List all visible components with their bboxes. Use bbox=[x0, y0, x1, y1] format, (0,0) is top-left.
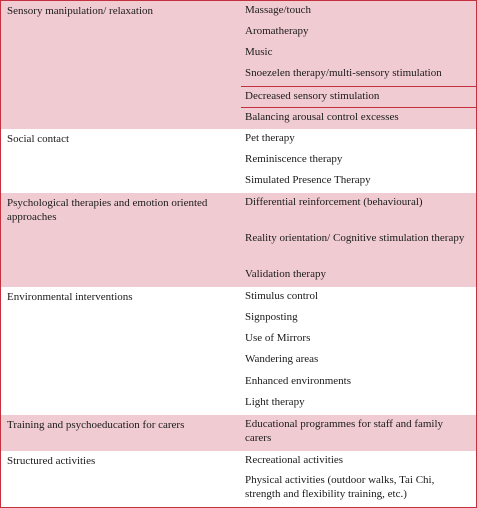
list-item: Educational programmes for staff and family carers bbox=[245, 418, 444, 444]
list-item: Signposting bbox=[245, 311, 298, 323]
list-item: Reminiscence therapy bbox=[245, 153, 343, 165]
items-cell bbox=[241, 1, 476, 129]
items-cell bbox=[241, 415, 476, 451]
list-item: Pet therapy bbox=[245, 132, 295, 144]
list-item: Differential reinforcement (behavioural) bbox=[245, 196, 423, 208]
list-item: Light therapy bbox=[245, 396, 305, 408]
table-group-psychological bbox=[1, 193, 476, 287]
list-item: Simulated Presence Therapy bbox=[245, 174, 371, 186]
category-cell: Structured activities bbox=[7, 455, 96, 467]
list-item: Decreased sensory stimulation bbox=[241, 86, 476, 107]
list-item: Wandering areas bbox=[245, 353, 319, 365]
category-cell: Training and psychoeducation for carers bbox=[7, 419, 185, 431]
items-cell bbox=[241, 129, 476, 193]
list-item: Snoezelen therapy/multi-sensory stimulation bbox=[245, 67, 442, 79]
items-cell bbox=[241, 451, 476, 507]
list-item: Validation therapy bbox=[245, 268, 326, 280]
list-item: Reality orientation/ Cognitive stimulation therapy bbox=[245, 232, 465, 244]
table-group-social bbox=[1, 129, 476, 193]
list-item: Balancing arousal control excesses bbox=[241, 107, 476, 129]
items-cell bbox=[241, 193, 476, 287]
list-item: Enhanced environments bbox=[245, 375, 351, 387]
table-group-training bbox=[1, 415, 476, 451]
category-cell: Psychological therapies and emotion oriented approaches bbox=[7, 197, 208, 223]
list-item: Recreational activities bbox=[245, 454, 344, 466]
list-item: Stimulus control bbox=[245, 290, 319, 302]
list-item: Music bbox=[245, 46, 273, 58]
table-group-structured bbox=[1, 451, 476, 507]
items-cell bbox=[241, 287, 476, 415]
category-cell: Sensory manipulation/ relaxation bbox=[7, 5, 154, 17]
list-item: Physical activities (outdoor walks, Tai Chi, strength and flexibility training, etc.) bbox=[245, 474, 435, 500]
list-item: Aromatherapy bbox=[245, 25, 309, 37]
table-group-sensory bbox=[1, 1, 476, 129]
table-group-environmental bbox=[1, 287, 476, 415]
category-cell: Social contact bbox=[7, 133, 70, 145]
list-item: Massage/touch bbox=[245, 4, 311, 16]
category-cell: Environmental interventions bbox=[7, 291, 133, 303]
list-item: Use of Mirrors bbox=[245, 332, 311, 344]
